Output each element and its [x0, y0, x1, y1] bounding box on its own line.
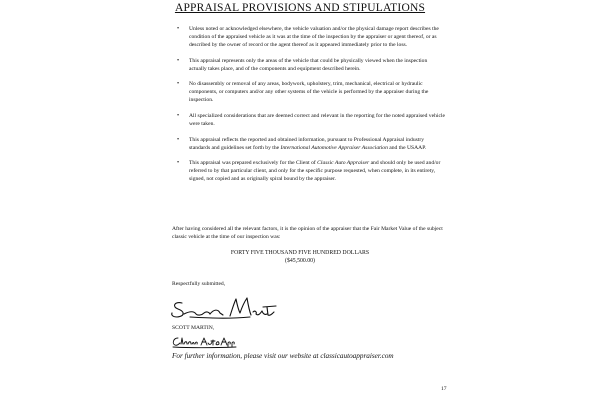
- provision-segment: All specialized considerations that are deemed correct and relevant in the reporting for the noted appraised vehicle were taken.: [189, 112, 445, 127]
- handwritten-company-signature-icon: [170, 335, 240, 349]
- page-title: APPRAISAL PROVISIONS AND STIPULATIONS: [174, 2, 426, 14]
- provision-text: [189, 113, 445, 127]
- conclusion-paragraph: After having considered all the relevant factors, it is the opinion of the appraiser that the Fair Market Value of the subject classic vehicle at the time of our inspection was:: [172, 226, 443, 240]
- closing-text: Respectfully submitted,: [172, 281, 226, 287]
- provision-text: [189, 81, 428, 103]
- provision-item: [176, 26, 446, 50]
- provision-segment: This appraisal reflects the reported and obtained information, pursuant to Professional Appraisal industry standards and guidelines set forth by the: [189, 136, 425, 151]
- provision-segment: This appraisal was prepared exclusively for the Client of: [189, 160, 318, 167]
- provision-item: [176, 137, 446, 153]
- provision-text: [189, 160, 440, 182]
- provision-emphasis: International Automotive Appraiser Association: [280, 144, 388, 151]
- provision-item: [176, 58, 446, 74]
- provision-emphasis: Classic Auto Appraiser: [317, 160, 370, 167]
- bullet-icon: •: [177, 160, 180, 167]
- website-note: For further information, please visit our website at classicautoappraiser.com: [172, 352, 394, 360]
- bullet-icon: •: [177, 26, 180, 32]
- provision-item: [176, 160, 446, 184]
- value-in-words: FORTY FIVE THOUSAND FIVE HUNDRED DOLLARS: [230, 250, 370, 256]
- provision-segment: and the USAAP.: [387, 144, 427, 151]
- provision-segment: This appraisal represents only the areas of the vehicle that could be physically viewed when the inspection actually takes place, and of the components and equipment described herein.: [189, 57, 428, 72]
- provision-text: [189, 58, 427, 72]
- signer-name: SCOTT MARTIN,: [172, 325, 215, 331]
- bullet-icon: •: [177, 112, 180, 119]
- fair-market-value: [0, 250, 600, 266]
- provision-item: [176, 81, 446, 105]
- provision-text: [189, 26, 439, 48]
- handwritten-signature-icon: [168, 295, 288, 321]
- provision-segment: No disassembly or removal of any areas, bodywork, upholstery, trim, mechanical, electrical or hydraulic components, or computers and/or any other systems of the vehicle is performed by the appraiser during the inspection.: [189, 81, 429, 104]
- bullet-icon: •: [177, 81, 180, 88]
- bullet-icon: •: [177, 136, 180, 143]
- page-number: 17: [441, 386, 447, 392]
- provisions-list: [176, 26, 446, 192]
- provision-text: [189, 137, 426, 151]
- provision-segment: Unless noted or acknowledged elsewhere, the vehicle valuation and/or the physical damage report describes the condition of the appraised vehicle as it was at the time of the inspection by the appraiser or agent thereof, or as described by the owner of record or the agent thereof as it appeared immediately prior to the loss.: [189, 26, 439, 48]
- provision-segment: and should only be used and/or referred to by that particular client, and only for the specific purpose requested, when complete, in its entirety, signed, not copied and as originally spiral bound by the appraiser.: [189, 160, 441, 183]
- provision-item: [176, 113, 446, 129]
- bullet-icon: •: [177, 57, 180, 64]
- value-amount: ($45,500.00): [285, 257, 315, 264]
